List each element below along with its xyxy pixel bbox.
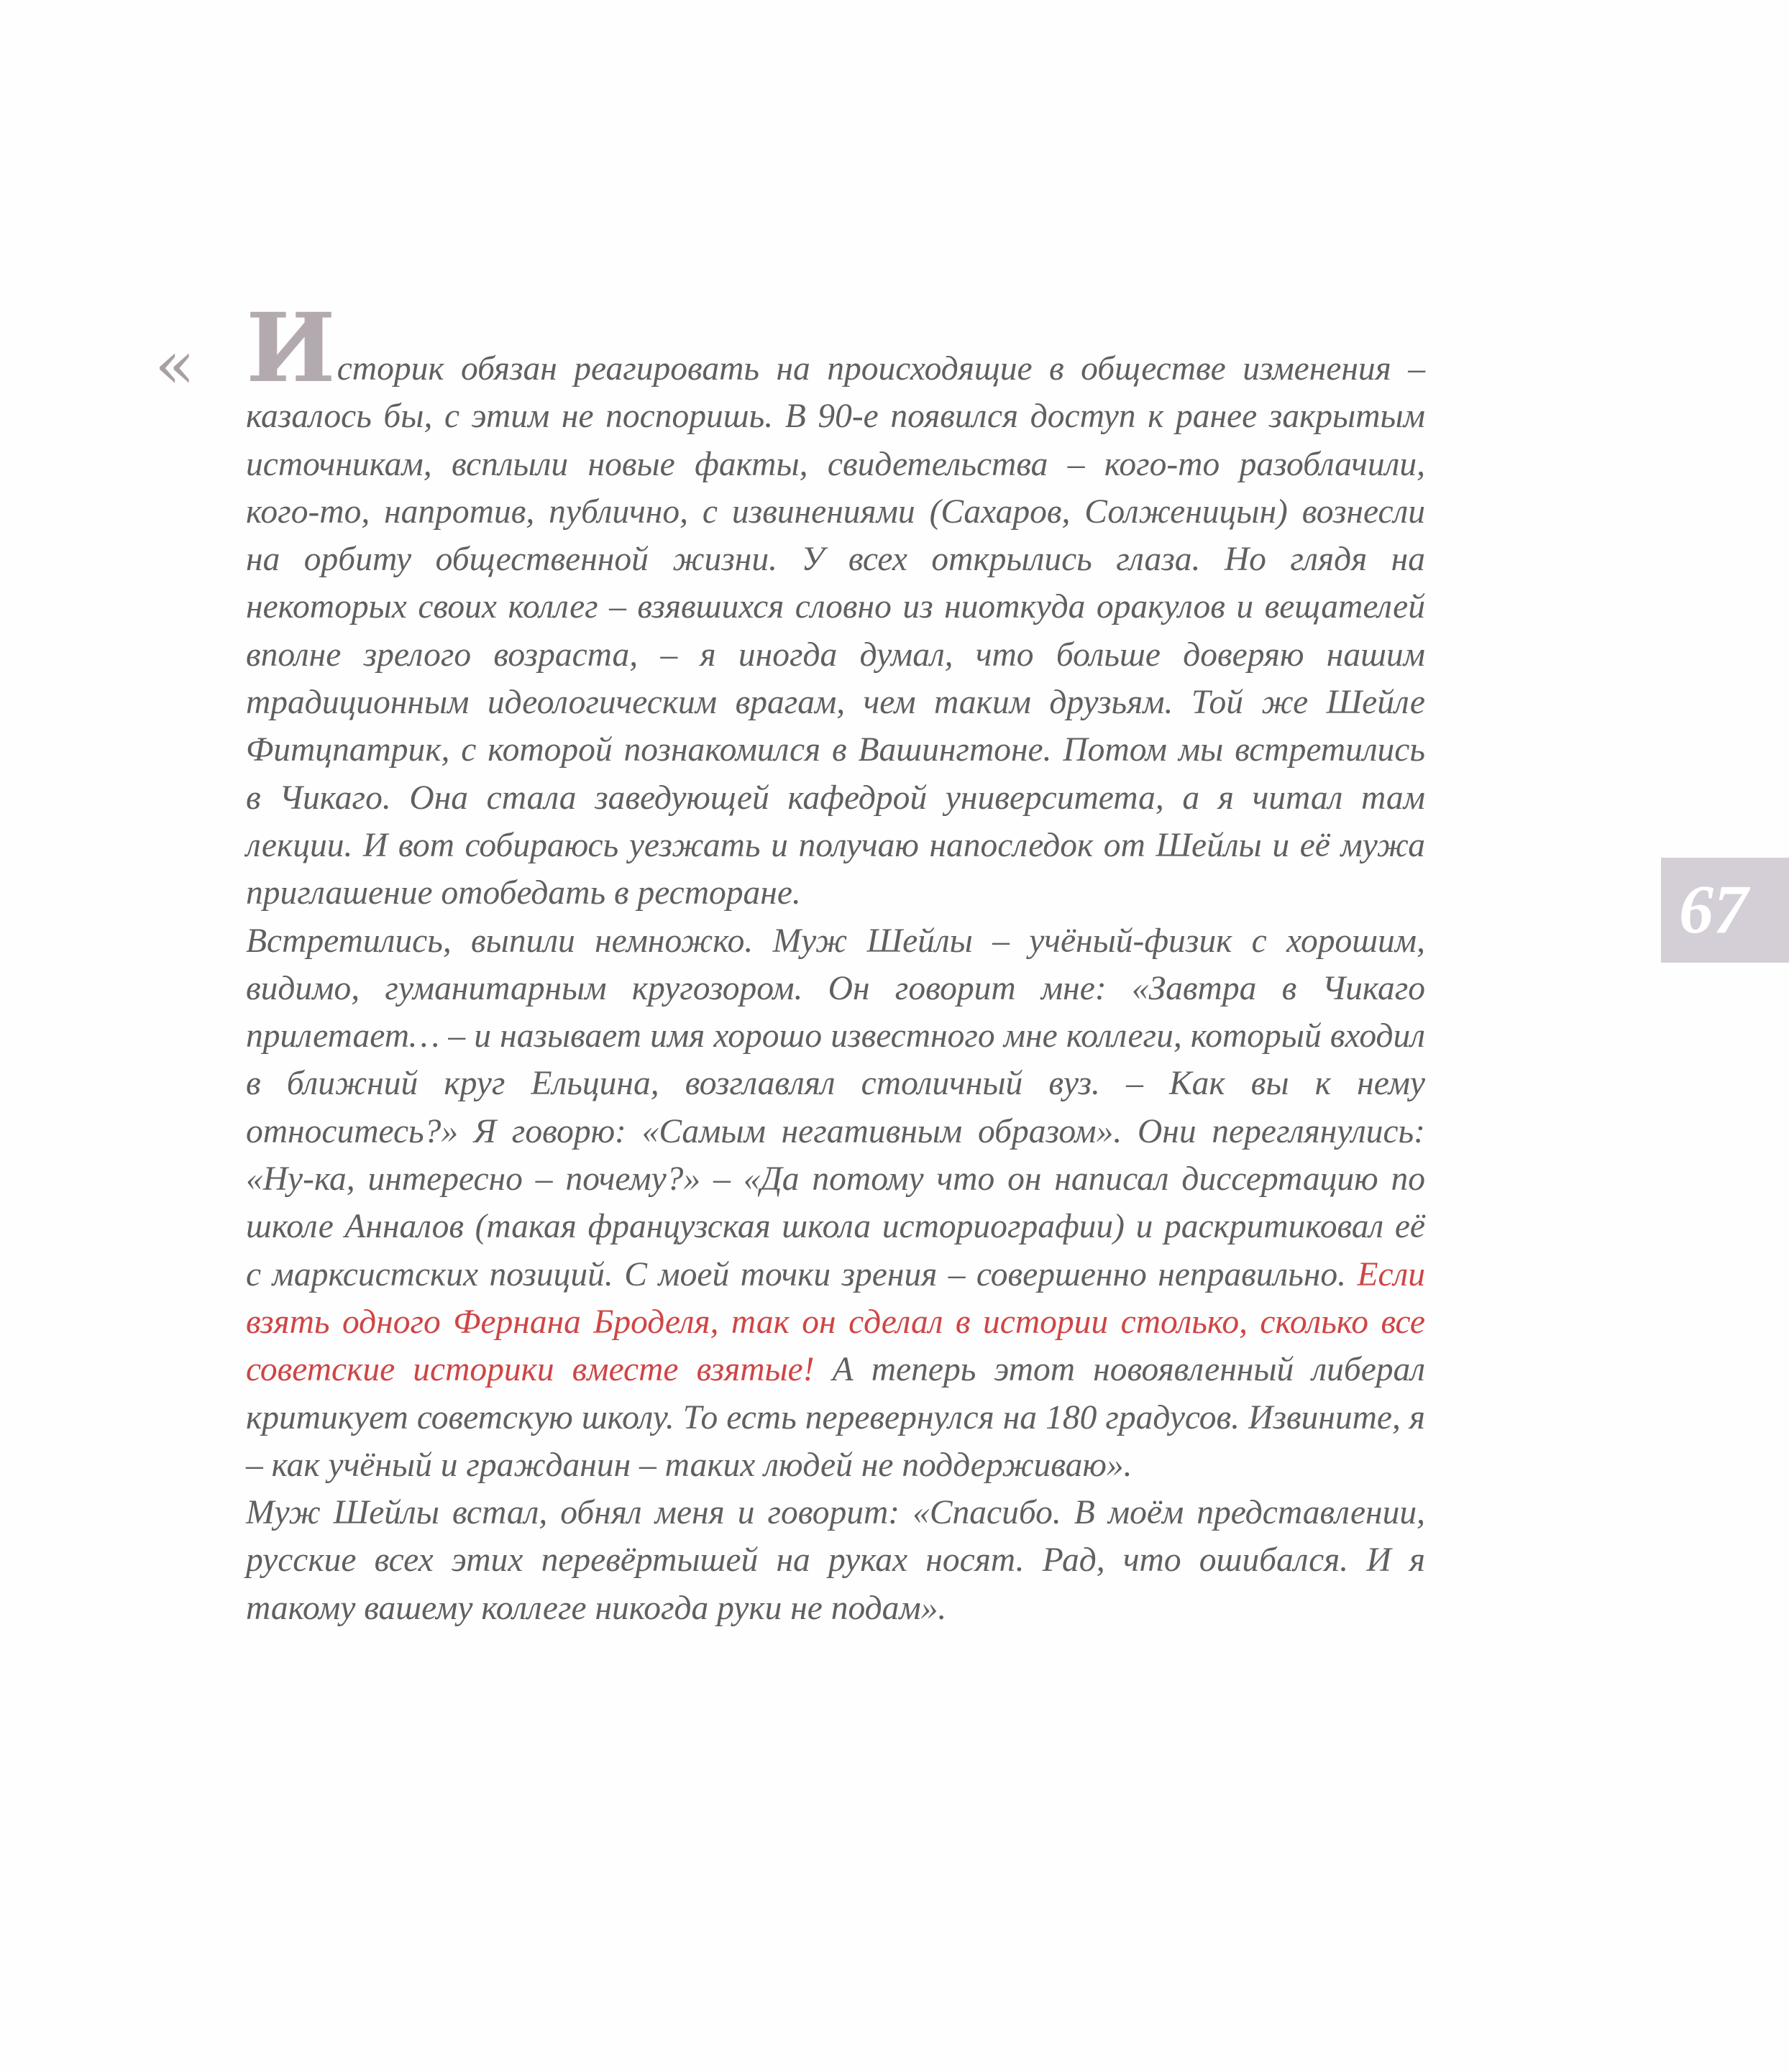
paragraph-3 [246,1489,1425,1632]
paragraph-2-text-before: Встретились, выпили немножко. Муж Шейлы – учёный-физик с хорошим, видимо, гуманитарным кругозором. Он говорит мне: «Завтра в Чикаго прилетает… – и называет имя хорошо известного мне коллеги, который входил в ближний круг Ельцина, возглавлял столичный вуз. – Как вы к нему относитесь?» Я говорю: «Самым негативным образом». Они переглянулись: «Ну-ка, интересно – почему?» – «Да потому что он написал диссертацию по школе Анналов (такая французская школа историографии) и раскритиковал её с марксистских позиций. С моей точки зрения – совершенно неправильно. [246,922,1425,1293]
paragraph-2 [246,917,1425,1490]
drop-cap: И [246,293,336,404]
paragraph-1 [246,293,1425,917]
page-number: 67 [1679,871,1748,948]
opening-quote-mark: « [155,326,188,403]
paragraph-3-text: Муж Шейлы встал, обнял меня и говорит: «Спасибо. В моём представлении, русские всех этих перевёртышей на руках носят. Рад, что ошибался. И я такому вашему коллеге никогда руки не подам». [246,1494,1425,1627]
highlighted-quote: Если взять одного Фернана Броделя, так он сделал в истории столько, сколько все советские историки вместе взятые! [246,1255,1425,1389]
paragraph-2-text-after: А теперь этот новоявленный либерал критикует советскую школу. То есть перевернулся на 180 градусов. Извините, я – как учёный и гражданин – таких людей не поддерживаю». [246,1351,1426,1484]
paragraph-1-text: сторик обязан реагировать на происходящие в обществе изменения – казалось бы, с этим не поспоришь. В 90-е появился доступ к ранее закрытым источникам, всплыли новые факты, свидетельства – кого-то разоблачили, кого-то, напротив, публично, с извинениями (Сахаров, Солженицын) вознесли на орбиту общественной жизни. У всех открылись глаза. Но глядя на некоторых своих коллег – взявшихся словно из ниоткуда оракулов и вещателей вполне зрелого возраста, – я иногда думал, что больше доверяю нашим традиционным идеологическим врагам, чем таким друзьям. Той же Шейле Фитцпатрик, с которой познакомился в Вашингтоне. Потом мы встретились в Чикаго. Она стала заведующей кафедрой университета, а я читал там лекции. И вот собираюсь уезжать и получаю напоследок от Шейлы и её мужа приглашение отобедать в ресторане. [246,350,1425,912]
main-text [246,293,1426,1632]
